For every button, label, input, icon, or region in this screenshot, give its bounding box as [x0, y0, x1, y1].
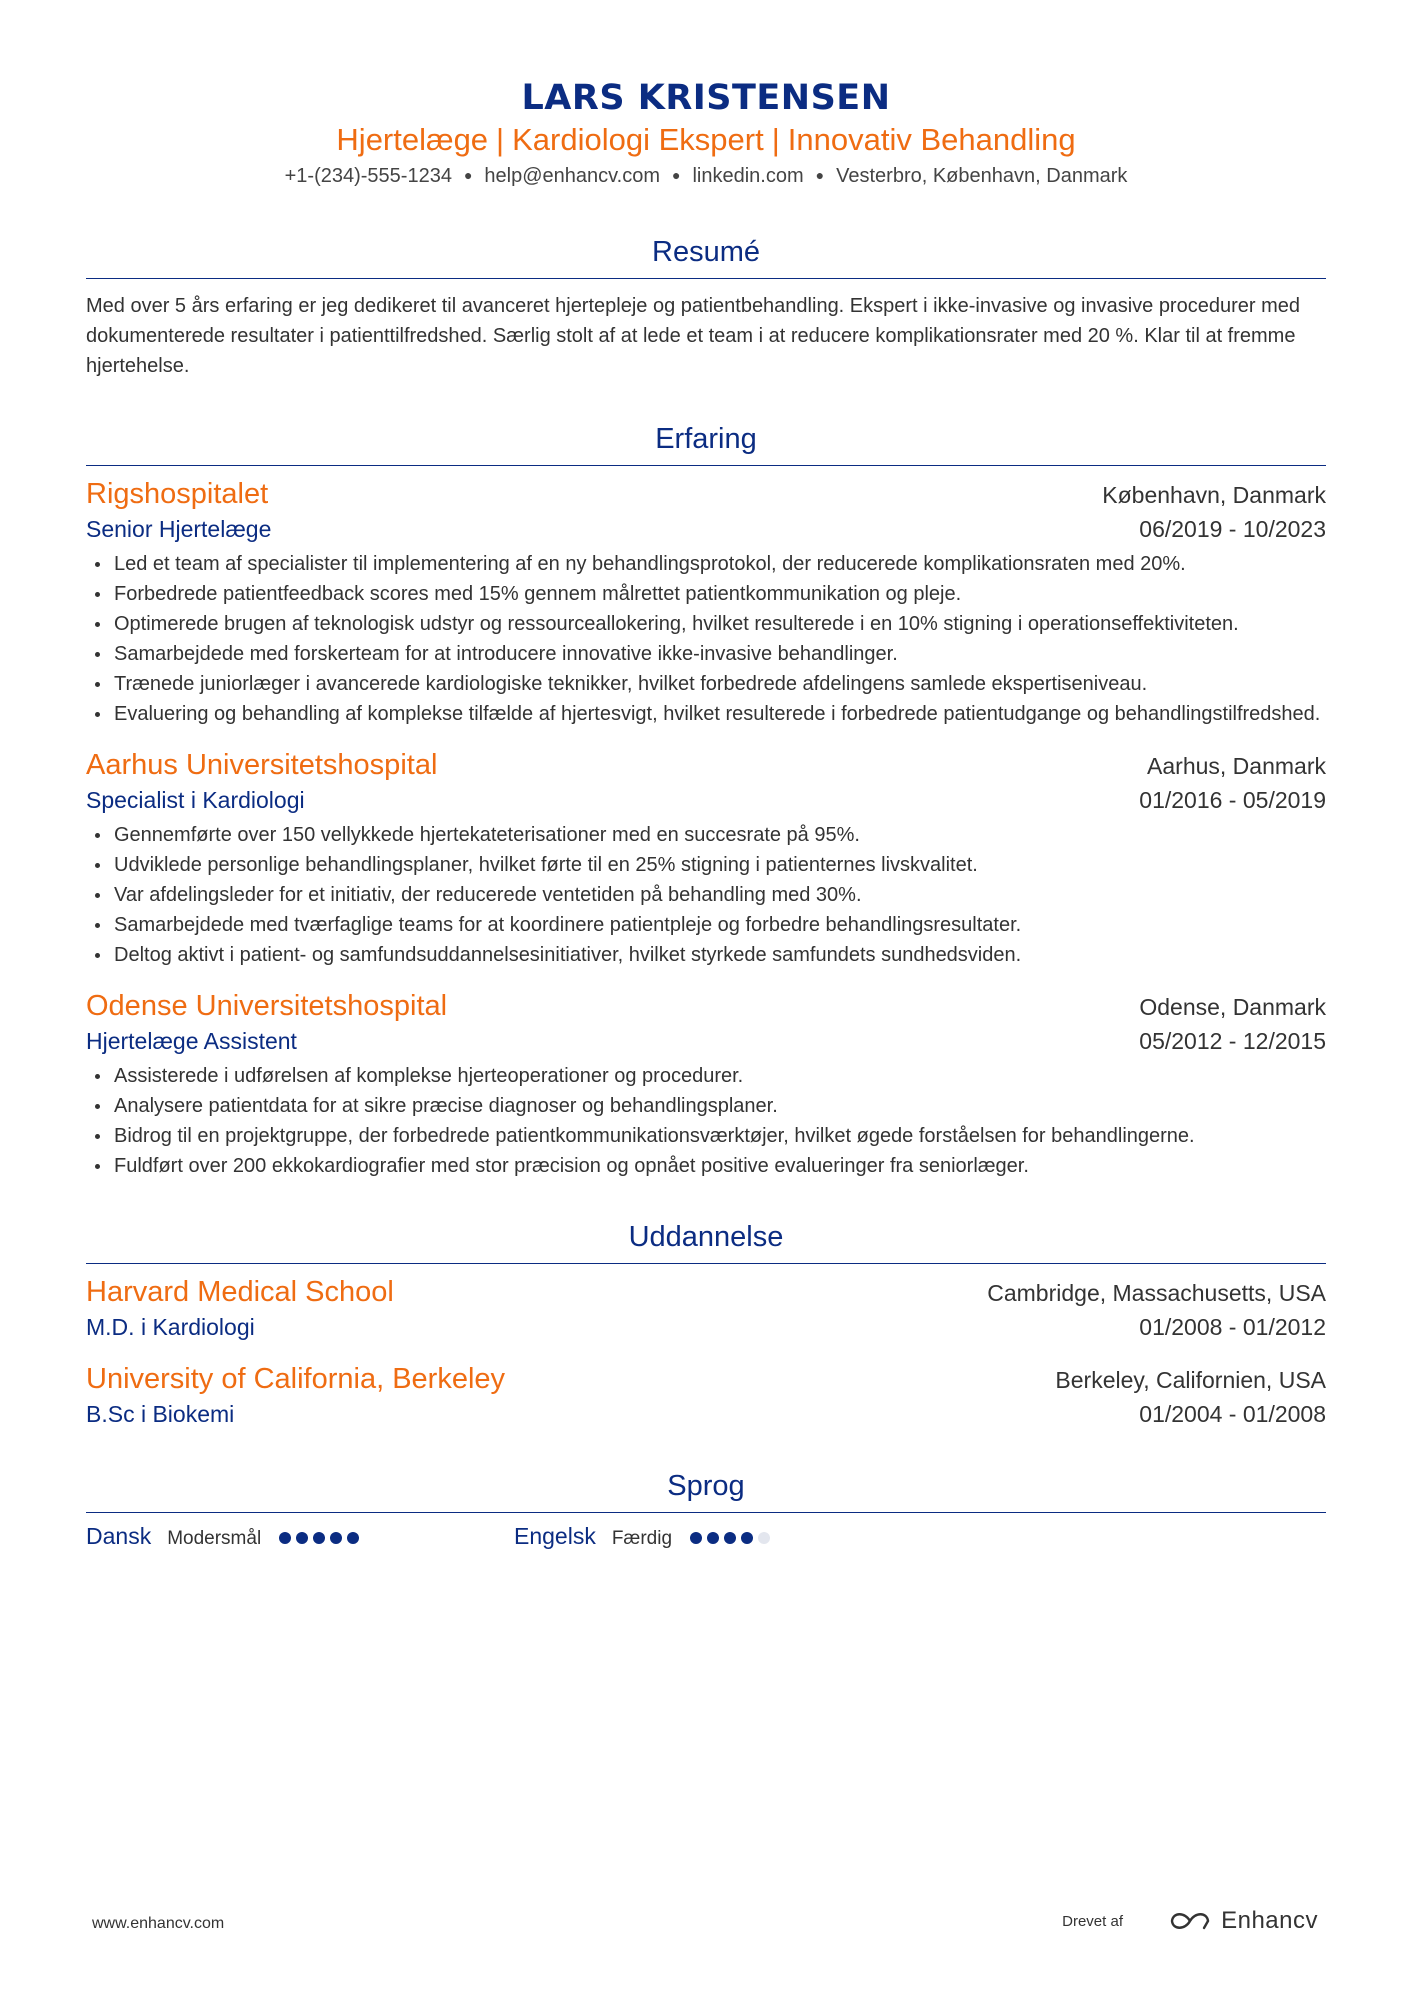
job-dates: 01/2016 - 05/2019 [1139, 787, 1326, 813]
list-item: Analysere patientdata for at sikre præcise diagnoser og behandlingsplaner. [86, 1091, 1326, 1121]
employer: Rigshospitalet [86, 478, 269, 510]
rating-dot-filled [347, 1532, 359, 1544]
rating-dot-filled [313, 1532, 325, 1544]
job-location: Aarhus, Danmark [1147, 753, 1326, 779]
rating-dot-filled [296, 1532, 308, 1544]
education-entry [86, 1274, 1326, 1343]
contact-email[interactable]: help@enhancv.com [484, 165, 661, 187]
education-dates: 01/2004 - 01/2008 [1139, 1401, 1326, 1427]
section-title: Sprog [86, 1468, 1326, 1513]
rating-dot-filled [707, 1532, 719, 1544]
powered-by-label: Drevet af [1062, 1913, 1123, 1930]
rating-dot-filled [279, 1532, 291, 1544]
language-name: Engelsk [514, 1523, 596, 1549]
section-title: Resumé [86, 234, 1326, 279]
language-level: Færdig [611, 1528, 673, 1549]
bullet-separator-icon: ● [463, 167, 473, 183]
summary-text: Med over 5 års erfaring er jeg dedikeret til avanceret hjertepleje og patientbehandling. Ekspert i ikke-invasive og invasive procedurer med dokumenterede resultater i patienttilfredshed. Særlig stolt af at lede et team i at reducere komplikationsrater med 20 %. Klar til at fremme hjertehelse. [86, 295, 1300, 377]
job-title: Hjertelæge Assistent [86, 1028, 297, 1054]
list-item: Evaluering og behandling af komplekse tilfælde af hjertesvigt, hvilket resulterede i forbedrede patientudgange og behandlingstilfredshed. [86, 699, 1326, 729]
list-item: Gennemførte over 150 vellykkede hjertekateterisationer med en succesrate på 95%. [86, 820, 1326, 850]
section-title: Erfaring [86, 421, 1326, 466]
list-item: Optimerede brugen af teknologisk udstyr og ressourceallokering, hvilket resulterede i en 10% stigning i operationseffektiviteten. [86, 609, 1326, 639]
education-section [86, 1219, 1326, 1430]
contact-line [86, 160, 1326, 191]
school-location: Cambridge, Massachusetts, USA [987, 1280, 1326, 1306]
headline-separator: | [771, 122, 780, 157]
list-item: Samarbejdede med tværfaglige teams for at koordinere patientpleje og forbedre behandlingsresultater. [86, 910, 1326, 940]
degree: M.D. i Kardiologi [86, 1314, 255, 1340]
headline-part: Hjertelæge [336, 122, 489, 157]
job-dates: 06/2019 - 10/2023 [1139, 516, 1326, 542]
language-name: Dansk [86, 1523, 152, 1549]
proficiency-dots [690, 1532, 770, 1544]
experience-section [86, 421, 1326, 1181]
footer [92, 1907, 1318, 1943]
list-item: Udviklede personlige behandlingsplaner, hvilket førte til en 25% stigning i patienternes livskvalitet. [86, 850, 1326, 880]
experience-entry [86, 476, 1326, 729]
resume-header [86, 0, 1326, 191]
contact-linkedin[interactable]: linkedin.com [692, 165, 804, 187]
headline-part: Kardiologi Ekspert [512, 122, 764, 157]
job-title: Senior Hjertelæge [86, 516, 272, 542]
list-item: Deltog aktivt i patient- og samfundsuddannelsesinitiativer, hvilket styrkede samfundets sundhedsviden. [86, 940, 1326, 970]
list-item: Bidrog til en projektgruppe, der forbedrede patientkommunikationsværktøjer, hvilket øgede forståelsen for behandlingerne. [86, 1121, 1326, 1151]
school-location: Berkeley, Californien, USA [1055, 1367, 1326, 1393]
section-title: Uddannelse [86, 1219, 1326, 1264]
job-location: København, Danmark [1102, 482, 1326, 508]
rating-dot-filled [724, 1532, 736, 1544]
list-item: Assisterede i udførelsen af komplekse hjerteoperationer og procedurer. [86, 1061, 1326, 1091]
summary-section [86, 234, 1326, 381]
footer-url[interactable]: www.enhancv.com [92, 1915, 225, 1932]
languages-section [86, 1468, 1326, 1550]
school: Harvard Medical School [86, 1276, 394, 1308]
education-dates: 01/2008 - 01/2012 [1139, 1314, 1326, 1340]
list-item: Trænede juniorlæger i avancerede kardiologiske teknikker, hvilket forbedrede afdelingens samlede ekspertiseniveau. [86, 669, 1326, 699]
brand-name: Enhancv [1221, 1907, 1318, 1934]
language-item [86, 1523, 514, 1550]
degree: B.Sc i Biokemi [86, 1401, 235, 1427]
list-item: Samarbejdede med forskerteam for at introducere innovative ikke-invasive behandlinger. [86, 639, 1326, 669]
resume-page [86, 0, 1326, 1550]
experience-entry [86, 988, 1326, 1181]
employer: Aarhus Universitetshospital [86, 749, 438, 781]
contact-location: Vesterbro, København, Danmark [836, 165, 1128, 187]
school: University of California, Berkeley [86, 1363, 506, 1395]
experience-entry [86, 747, 1326, 970]
education-entry [86, 1361, 1326, 1430]
brand-logo[interactable] [1167, 1907, 1318, 1935]
employer: Odense Universitetshospital [86, 990, 448, 1022]
job-location: Odense, Danmark [1139, 994, 1326, 1020]
headline-part: Innovativ Behandling [787, 122, 1076, 157]
achievement-list [86, 1061, 1326, 1181]
infinity-logo-icon [1167, 1908, 1213, 1934]
proficiency-dots [279, 1532, 359, 1544]
list-item: Forbedrede patientfeedback scores med 15% gennem målrettet patientkommunikation og pleje. [86, 579, 1326, 609]
bullet-separator-icon: ● [672, 167, 681, 183]
list-item: Var afdelingsleder for et initiativ, der reducerede ventetiden på behandling med 30%. [86, 880, 1326, 910]
rating-dot-filled [741, 1532, 753, 1544]
rating-dot-empty [758, 1532, 770, 1544]
list-item: Fuldført over 200 ekkokardiografier med stor præcision og opnået positive evalueringer fra seniorlæger. [86, 1151, 1326, 1181]
language-level: Modersmål [167, 1528, 262, 1549]
job-title: Specialist i Kardiologi [86, 787, 305, 813]
bullet-separator-icon: ● [815, 167, 825, 183]
achievement-list [86, 549, 1326, 729]
contact-phone[interactable]: +1-(234)-555-1234 [284, 165, 452, 187]
job-dates: 05/2012 - 12/2015 [1139, 1028, 1326, 1054]
list-item: Led et team af specialister til implementering af en ny behandlingsprotokol, der reducerede komplikationsraten med 20%. [86, 549, 1326, 579]
rating-dot-filled [690, 1532, 702, 1544]
headline [86, 120, 1326, 160]
language-item [514, 1523, 942, 1550]
rating-dot-filled [330, 1532, 342, 1544]
achievement-list [86, 820, 1326, 970]
headline-separator: | [496, 122, 505, 157]
candidate-name: LARS KRISTENSEN [521, 78, 891, 118]
